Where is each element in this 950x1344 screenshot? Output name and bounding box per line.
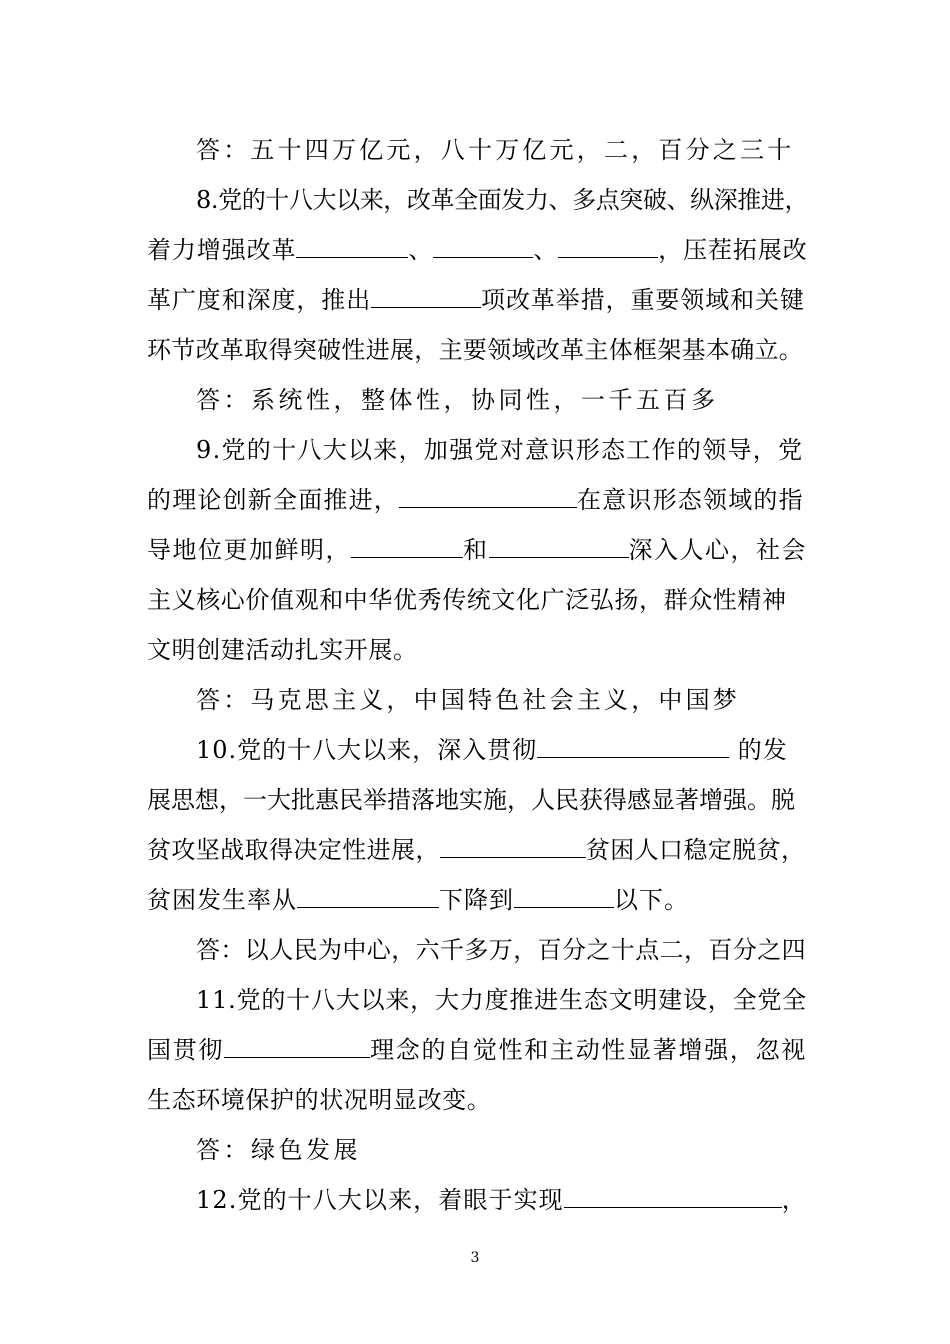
fill-blank bbox=[351, 533, 463, 558]
question-text: 11.党的十八大以来，大力度推进生态文明建设，全党全 bbox=[196, 986, 807, 1014]
fill-blank bbox=[489, 533, 629, 558]
answer-text: 答：绿色发展 bbox=[196, 1136, 361, 1164]
question-8-line-3 bbox=[147, 282, 807, 318]
fill-blank bbox=[564, 1183, 782, 1208]
question-11-line-1 bbox=[196, 982, 807, 1018]
fill-blank bbox=[558, 233, 658, 258]
question-text: 主义核心价值观和中华优秀传统文化广泛弘扬，群众性精神 bbox=[147, 586, 787, 614]
question-text: 以下。 bbox=[614, 886, 689, 914]
answer-text: 答：以人民为中心，六千多万，百分之十点二，百分之四 bbox=[196, 936, 806, 964]
fill-blank bbox=[399, 483, 577, 508]
question-9-line-5 bbox=[147, 632, 807, 668]
question-text: 8.党的十八大以来，改革全面发力、多点突破、纵深推进， bbox=[196, 186, 809, 214]
question-10-line-3 bbox=[147, 832, 807, 868]
answer-11 bbox=[196, 1132, 807, 1168]
question-text: 革广度和深度，推出 bbox=[147, 286, 372, 314]
question-text: 项改革举措，重要领域和关键 bbox=[481, 286, 805, 314]
question-text: 的发 bbox=[729, 736, 788, 764]
question-text: 导地位更加鲜明， bbox=[147, 536, 351, 564]
question-text: 在意识形态领域的指 bbox=[577, 486, 804, 514]
question-text: 环节改革取得突破性进展，主要领域改革主体框架基本确立。 bbox=[147, 336, 804, 364]
fill-blank bbox=[297, 883, 439, 908]
answer-text: 答：马克思主义，中国特色社会主义，中国梦 bbox=[196, 686, 740, 714]
question-8-line-1 bbox=[196, 182, 807, 218]
question-text: 深入人心，社会 bbox=[628, 536, 807, 564]
fill-blank bbox=[537, 733, 729, 758]
question-9-line-1 bbox=[196, 432, 807, 468]
question-text: 贫困人口稳定脱贫， bbox=[585, 836, 806, 864]
question-text: 下降到 bbox=[439, 886, 514, 914]
question-text: ， bbox=[781, 1186, 807, 1214]
question-text: 国贯彻 bbox=[147, 1036, 225, 1064]
fill-blank bbox=[514, 883, 614, 908]
question-9-line-3 bbox=[147, 532, 807, 568]
question-text: 贫攻坚战取得决定性进展， bbox=[147, 836, 440, 864]
question-text: 10.党的十八大以来，深入贯彻 bbox=[196, 736, 538, 764]
question-text: 生态环境保护的状况明显改变。 bbox=[147, 1086, 492, 1114]
question-text: 展思想，一大批惠民举措落地实施，人民获得感显著增强。脱 bbox=[147, 786, 795, 814]
question-8-line-4 bbox=[147, 332, 807, 368]
answer-8 bbox=[196, 382, 807, 418]
question-10-line-1 bbox=[196, 732, 807, 768]
answer-text: 答：五十四万亿元，八十万亿元，二，百分之三十 bbox=[196, 136, 795, 164]
fill-blank bbox=[371, 283, 481, 308]
question-text: 、 bbox=[408, 236, 434, 264]
question-text: 贫困发生率从 bbox=[147, 886, 297, 914]
question-10-line-4 bbox=[147, 882, 807, 918]
question-text: 12.党的十八大以来，着眼于实现 bbox=[196, 1186, 564, 1214]
question-text: 理念的自觉性和主动性显著增强，忽视 bbox=[370, 1036, 808, 1064]
answer-7 bbox=[196, 132, 807, 168]
question-text: 、 bbox=[533, 236, 559, 264]
question-9-line-2 bbox=[147, 482, 807, 518]
question-12-line-1 bbox=[196, 1182, 807, 1218]
fill-blank bbox=[440, 833, 586, 858]
page-number: 3 bbox=[470, 1250, 480, 1266]
question-10-line-2 bbox=[147, 782, 807, 818]
question-text: 文明创建活动扎实开展。 bbox=[147, 636, 418, 664]
answer-9 bbox=[196, 682, 807, 718]
question-8-line-2 bbox=[147, 232, 807, 268]
fill-blank bbox=[433, 233, 533, 258]
question-9-line-4 bbox=[147, 582, 807, 618]
question-text: 9.党的十八大以来，加强党对意识形态工作的领导，党 bbox=[196, 436, 804, 464]
question-text: 的理论创新全面推进， bbox=[147, 486, 399, 514]
question-11-line-3 bbox=[147, 1082, 807, 1118]
fill-blank bbox=[296, 233, 408, 258]
question-text: 和 bbox=[463, 536, 489, 564]
question-11-line-2 bbox=[147, 1032, 807, 1068]
fill-blank bbox=[224, 1033, 370, 1058]
answer-10 bbox=[196, 932, 807, 968]
question-text: 着力增强改革 bbox=[147, 236, 297, 264]
question-text: ，压茬拓展改 bbox=[658, 236, 808, 264]
answer-text: 答：系统性，整体性，协同性，一千五百多 bbox=[196, 386, 719, 414]
